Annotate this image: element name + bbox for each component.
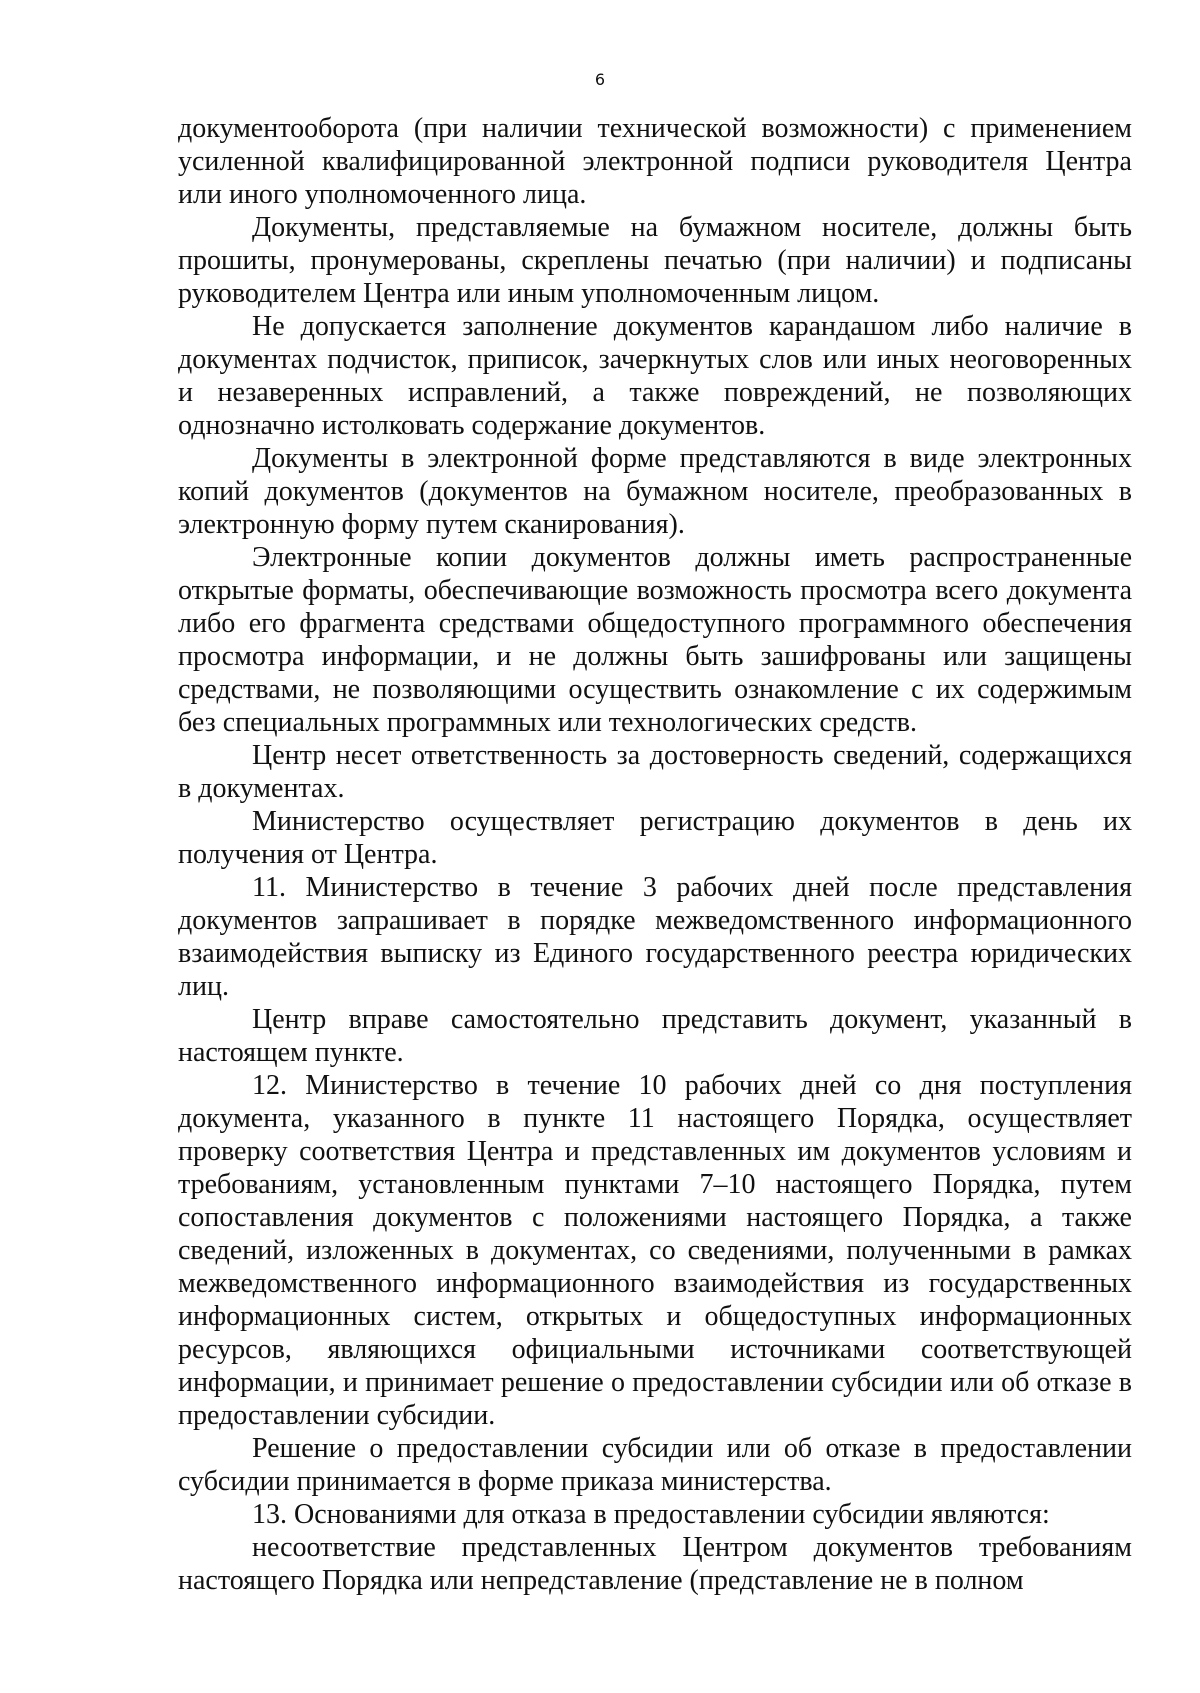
paragraph: Не допускается заполнение документов карандашом либо наличие в документах подчисток, приписок, зачеркнутых слов или иных неоговоренных и незаверенных исправлений, а также повреждений, не позволяющих однозначно истолковать содержание документов. [178,311,1132,441]
paragraph: Документы, представляемые на бумажном носителе, должны быть прошиты, пронумерованы, скреплены печатью (при наличии) и подписаны руководителем Центра или иным уполномоченным лицом. [178,212,1132,309]
paragraph: документооборота (при наличии технической возможности) с применением усиленной квалифицированной электронной подписи руководителя Центра или иного уполномоченного лица. [178,113,1132,210]
paragraph: несоответствие представленных Центром документов требованиям настоящего Порядка или непредставление (представление не в полном [178,1532,1132,1596]
paragraph: Электронные копии документов должны иметь распространенные открытые форматы, обеспечивающие возможность просмотра всего документа либо его фрагмента средствами общедоступного программного обеспечения просмотра информации, и не должны быть зашифрованы или защищены средствами, не позволяющими осуществить ознакомление с их содержимым без специальных программных или технологических средств. [178,542,1132,738]
paragraph: Центр несет ответственность за достоверность сведений, содержащихся в документах. [178,740,1132,804]
paragraph-item-12: 12. Министерство в течение 10 рабочих дней со дня поступления документа, указанного в пункте 11 настоящего Порядка, осуществляет проверку соответствия Центра и представленных им документов условиям и требованиям, установленным пунктами 7–10 настоящего Порядка, путем сопоставления документов с положениями настоящего Порядка, а также сведений, изложенных в документах, со сведениями, полученными в рамках межведомственного информационного взаимодействия из государственных информационных систем, открытых и общедоступных информационных ресурсов, являющихся официальными источниками соответствующей информации, и принимает решение о предоставлении субсидии или об отказе в предоставлении субсидии. [178,1070,1132,1431]
paragraph: Решение о предоставлении субсидии или об отказе в предоставлении субсидии принимается в форме приказа министерства. [178,1433,1132,1497]
page-number: 6 [594,70,606,89]
paragraph-item-13: 13. Основаниями для отказа в предоставлении субсидии являются: [252,1499,1050,1530]
paragraph: Министерство осуществляет регистрацию документов в день их получения от Центра. [178,806,1132,870]
paragraph: Центр вправе самостоятельно представить документ, указанный в настоящем пункте. [178,1004,1132,1068]
paragraph: Документы в электронной форме представляются в виде электронных копий документов (документов на бумажном носителе, преобразованных в электронную форму путем сканирования). [178,443,1132,540]
document-body [178,112,1132,1597]
paragraph-item-11: 11. Министерство в течение 3 рабочих дней после представления документов запрашивает в порядке межведомственного информационного взаимодействия выписку из Единого государственного реестра юридических лиц. [178,872,1132,1002]
